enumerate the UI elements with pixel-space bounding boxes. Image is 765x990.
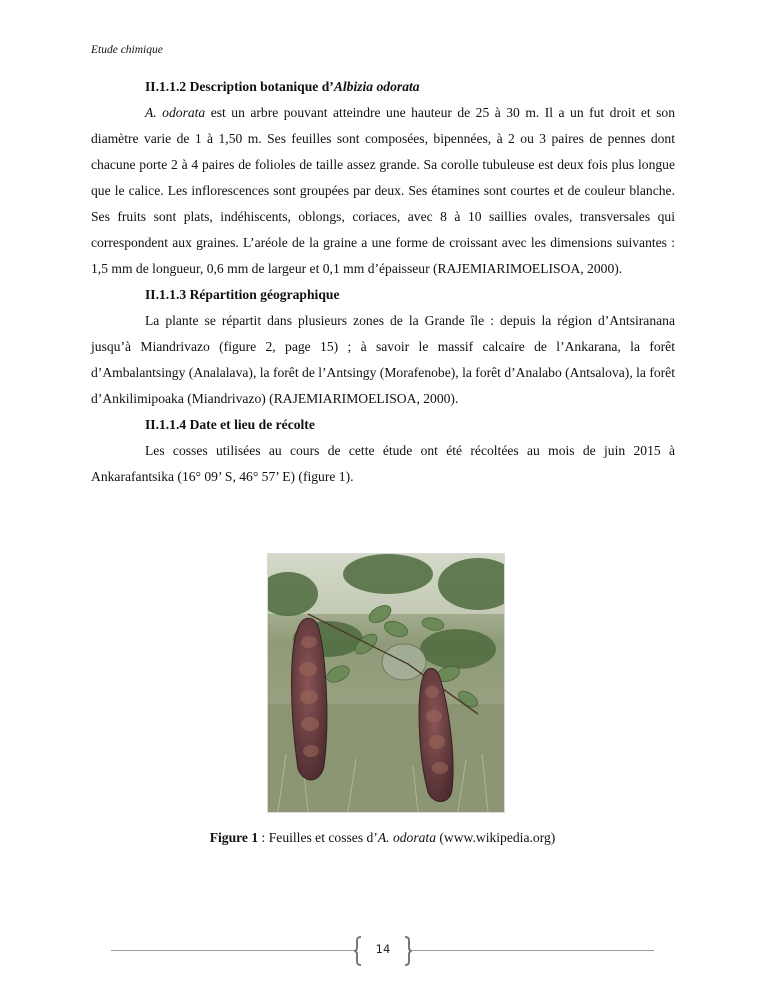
paragraph-repartition: La plante se répartit dans plusieurs zones de la Grande île : depuis la région d’Antsiranana jusqu’à Miandrivazo (figure 2, page 15) ; à savoir le massif calcaire de l’Ankarana, la forêt d’Ambalantsingy (Analalava), la forêt de l’Antsingy (Morafenobe), la forêt d’Analabo (Antsalova), la forêt d’Ankilimipoaka (Miandrivazo) (RAJEMIARIMOELISOA, 2000). (91, 313, 675, 406)
paragraph-recolte: Les cosses utilisées au cours de cette étude ont été récoltées au mois de juin 2015 à Ankarafantsika (16° 09’ S, 46° 57’ E) (figure 1). (91, 443, 675, 484)
caption-species-name: A. odorata (377, 830, 436, 845)
heading-text: II.1.1.2 Description botanique d’ (145, 79, 334, 94)
page-body (91, 74, 675, 490)
caption-source: (www.wikipedia.org) (436, 830, 556, 845)
section-heading-description (91, 74, 675, 100)
paragraph-description (91, 100, 675, 282)
heading-species-name: Albizia odorata (333, 79, 420, 94)
section-heading-recolte: II.1.1.4 Date et lieu de récolte (145, 417, 315, 432)
page-number: 14 (375, 942, 391, 956)
page-number-box (354, 936, 412, 966)
footer-rule-left (111, 950, 354, 951)
running-header: Etude chimique (91, 44, 163, 56)
pods-photo-illustration (268, 554, 504, 812)
footer-rule-right (412, 950, 654, 951)
paragraph-text: est un arbre pouvant atteindre une hauteur de 25 à 30 m. Il a un fut droit et son diamètre varie de 1 à 1,50 m. Ses feuilles sont composées, bipennées, à 2 ou 3 paires de pennes dont chacune porte 2 à 4 paires de folioles de taille assez grande. Sa corolle tubuleuse est deux fois plus longue que le calice. Les inflorescences sont groupées par deux. Ses étamines sont courtes et de couleur blanche. Ses fruits sont plats, indéhiscents, oblongs, coriaces, avec 8 à 10 saillies ovales, transversales qui correspondent aux graines. L’aréole de la graine a une forme de croissant avec les dimensions suivantes : 1,5 mm de longueur, 0,6 mm de largeur et 0,1 mm d’épaisseur (RAJEMIARIMOELISOA, 2000). (91, 105, 675, 276)
section-heading-repartition: II.1.1.3 Répartition géographique (145, 287, 340, 302)
figure-photo-pods (267, 553, 505, 813)
caption-text: : Feuilles et cosses d’ (258, 830, 378, 845)
species-name: A. odorata (145, 105, 206, 120)
caption-label: Figure 1 (209, 830, 259, 845)
figure-caption (0, 830, 765, 846)
